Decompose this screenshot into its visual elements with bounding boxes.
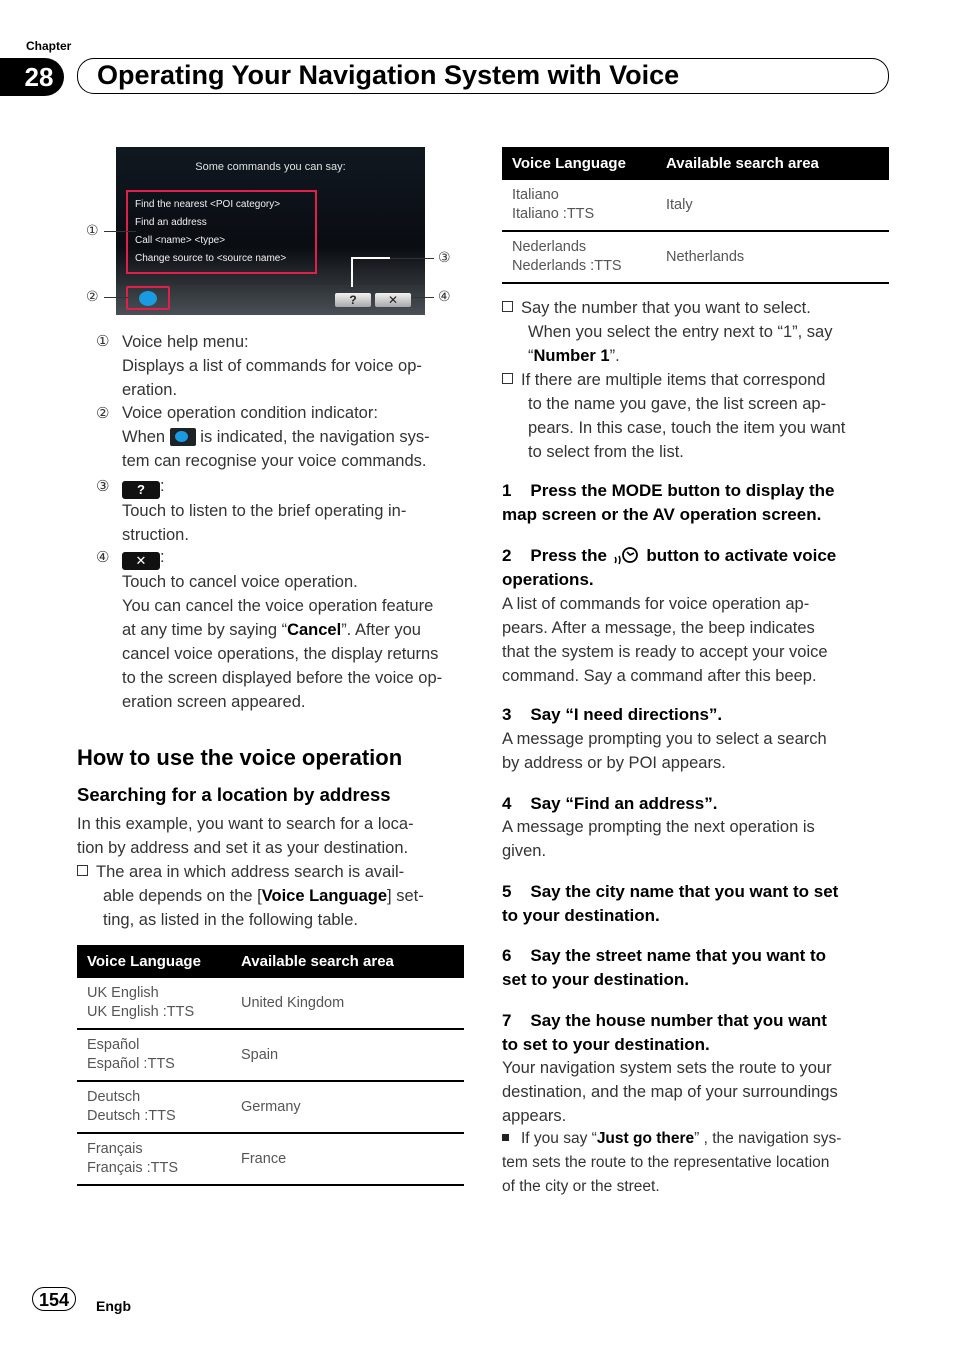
legend-num: ④ xyxy=(96,549,110,566)
table-row: Nederlands Nederlands :TTS Netherlands xyxy=(502,231,889,283)
checkbox-bullet-icon xyxy=(77,865,88,876)
callout-line xyxy=(104,297,128,298)
voice-condition-indicator xyxy=(126,286,170,310)
step-7: 7 Say the house number that you want to set to your destination. xyxy=(502,1011,827,1054)
table-header: Available search area xyxy=(231,945,464,978)
callout-line xyxy=(412,297,434,298)
help-callout-frame xyxy=(351,257,391,287)
callout-line xyxy=(390,258,434,259)
section-heading: How to use the voice operation xyxy=(77,745,403,770)
step-4-description: A message prompting the next operation is given. xyxy=(502,818,815,860)
help-button[interactable]: ? xyxy=(335,293,371,307)
callout-1: ① xyxy=(86,222,99,238)
note-language-area: The area in which address search is avail- able depends on the [Voice Language] set- ting, as listed in the following table. xyxy=(77,860,467,932)
screenshot-title: Some commands you can say: xyxy=(195,161,346,173)
help-icon: ? xyxy=(122,481,160,499)
mic-status-icon xyxy=(170,428,196,446)
table-row: Deutsch Deutsch :TTS Germany xyxy=(77,1081,464,1133)
cancel-button[interactable]: ✕ xyxy=(375,293,411,307)
table-header: Available search area xyxy=(656,147,889,180)
table-header: Voice Language xyxy=(77,945,231,978)
callout-3: ③ xyxy=(438,249,451,265)
legend-num: ③ xyxy=(96,478,110,495)
intro-text: In this example, you want to search for a loca- tion by address and set it as your destination. xyxy=(77,815,414,857)
legend-num: ② xyxy=(96,405,110,422)
callout-line xyxy=(104,231,136,232)
table-header: Voice Language xyxy=(502,147,656,180)
table-row: UK English UK English :TTS United Kingdom xyxy=(77,978,464,1029)
table-row: Français Français :TTS France xyxy=(77,1133,464,1185)
legend-item-2: Voice operation condition indicator: When is indicated, the navigation sys- tem can recognise your voice commands. xyxy=(122,404,430,470)
subsection-heading: Searching for a location by address xyxy=(77,784,391,805)
callout-4: ④ xyxy=(438,288,451,304)
step-5: 5 Say the city name that you want to set to your destination. xyxy=(502,882,839,925)
just-go-there-note: If you say “Just go there” , the navigation sys- tem sets the route to the representative location of the city or the street. xyxy=(502,1130,842,1195)
step-3: 3 Say “I need directions”. xyxy=(502,705,723,724)
voice-help-menu xyxy=(126,190,317,274)
chapter-number: 28 xyxy=(0,58,64,96)
legend-item-1: Voice help menu: Displays a list of commands for voice op- eration. xyxy=(122,333,422,399)
language-code: Engb xyxy=(96,1298,131,1314)
legend-item-3: ? : Touch to listen to the brief operating in- struction. xyxy=(122,477,407,544)
checkbox-bullet-icon xyxy=(502,301,513,312)
table-row: Italiano Italiano :TTS Italy xyxy=(502,180,889,231)
legend-num: ① xyxy=(96,333,110,350)
checkbox-bullet-icon xyxy=(502,373,513,384)
step-2-description: A list of commands for voice operation ap- pears. After a message, the beep indicates that the system is ready to accept your voice command. Say a command after this beep. xyxy=(502,595,828,685)
step-1: 1 Press the MODE button to display the map screen or the AV operation screen. xyxy=(502,481,835,524)
legend-item-4: ✕ : Touch to cancel voice operation. You can cancel the voice operation feature at any time by saying “Cancel”. After you cancel voice operations, the display returns to the screen displayed before the voice op- eration screen appeared. xyxy=(122,548,443,711)
voice-language-table-left xyxy=(77,945,464,1186)
mic-status-icon xyxy=(139,291,157,306)
voice-talk-icon xyxy=(612,545,642,565)
note-multiple-items: If there are multiple items that correspond to the name you gave, the list screen ap- pears. In this case, touch the item you want to select from the list. xyxy=(502,368,894,464)
command-item: Call <name> <type> xyxy=(135,235,226,246)
command-item: Change source to <source name> xyxy=(135,253,287,264)
close-icon: ✕ xyxy=(122,552,160,570)
step-7-description: Your navigation system sets the route to your destination, and the map of your surroundings appears. xyxy=(502,1059,838,1125)
step-6: 6 Say the street name that you want to set to your destination. xyxy=(502,946,827,989)
step-2: 2 Press the button to activate voice operations. xyxy=(502,546,837,589)
command-item: Find the nearest <POI category> xyxy=(135,199,281,210)
note-select-number: Say the number that you want to select. When you select the entry next to “1”, say “Number 1”. xyxy=(502,296,894,368)
table-row: Español Español :TTS Spain xyxy=(77,1029,464,1081)
chapter-title: Operating Your Navigation System with Voice xyxy=(97,60,680,90)
square-bullet-icon xyxy=(502,1134,509,1141)
callout-2: ② xyxy=(86,288,99,304)
step-3-description: A message prompting you to select a search by address or by POI appears. xyxy=(502,730,827,772)
voice-language-table-right xyxy=(502,147,889,284)
command-item: Find an address xyxy=(135,217,207,228)
voice-help-screenshot xyxy=(116,147,425,315)
page-number: 154 xyxy=(32,1287,76,1311)
chapter-label: Chapter xyxy=(26,39,72,53)
step-4: 4 Say “Find an address”. xyxy=(502,794,718,813)
